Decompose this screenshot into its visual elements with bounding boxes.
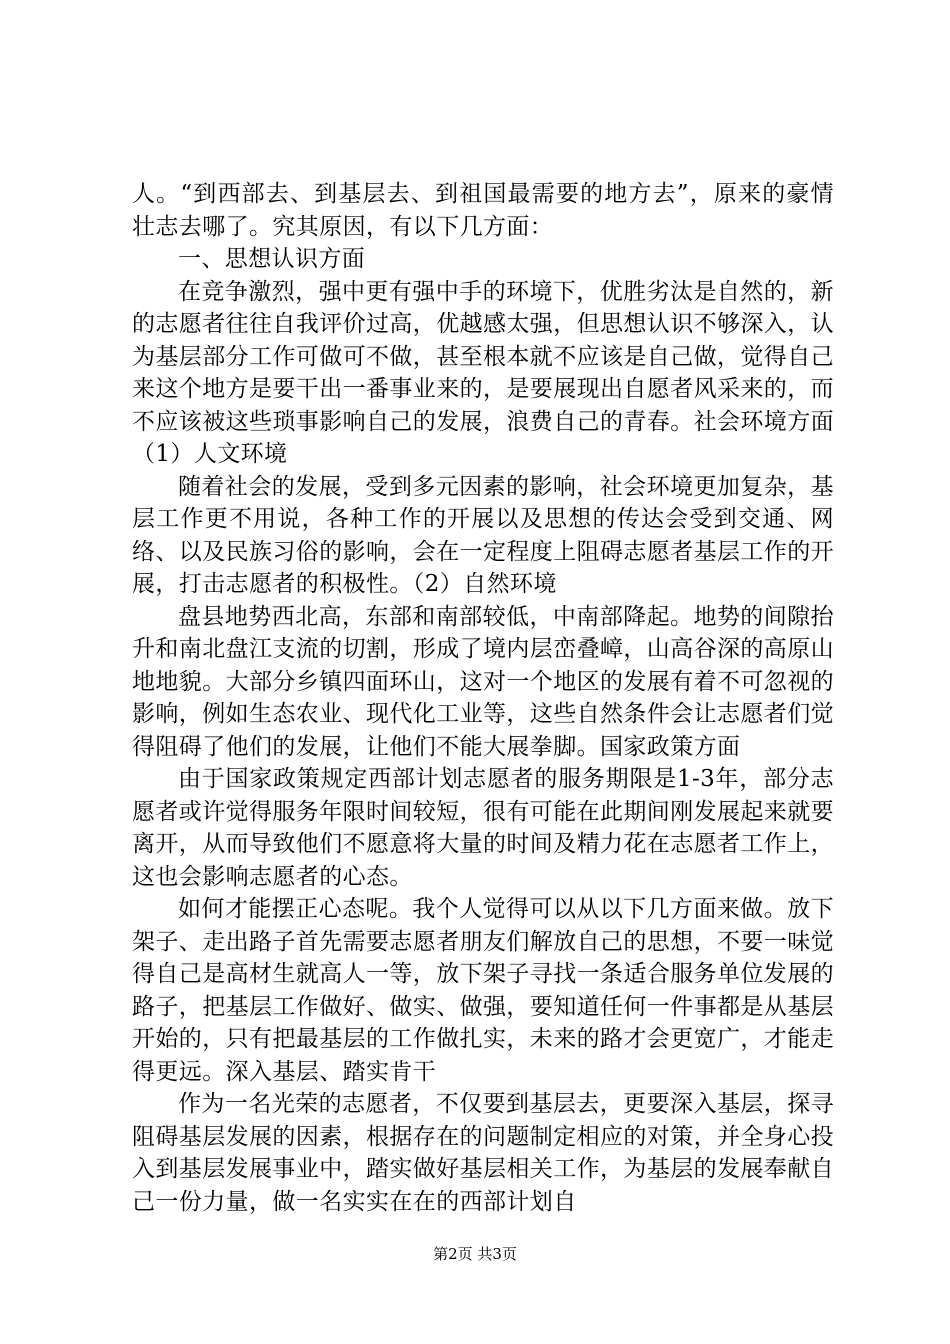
paragraph-attitude: 如何才能摆正心态呢。我个人觉得可以从以下几方面来做。放下架子、走出路子首先需要志愿者朋友们解放自己的思想，不要一味觉得自己是高材生就高人一等，放下架子寻找一条适合服务单位发展的路子，把基层工作做好、做实、做强，要知道任何一件事都是从基层开始的，只有把最基层的工作做扎实，未来的路才会更宽广，才能走得更远。深入基层、踏实肯干 <box>132 896 834 1085</box>
paragraph-continuation: 人。“到西部去、到基层去、到祖国最需要的地方去”，原来的豪情壮志去哪了。究其原因，有以下几方面： <box>132 181 834 240</box>
document-body <box>132 178 834 1218</box>
paragraph-social-environment: 随着社会的发展，受到多元因素的影响，社会环境更加复杂，基层工作更不用说，各种工作的开展以及思想的传达会受到交通、网络、以及民族习俗的影响，会在一定程度上阻碍志愿者基层工作的开展，打击志愿者的积极性。（2）自然环境 <box>132 473 834 597</box>
paragraph-policy: 由于国家政策规定西部计划志愿者的服务期限是1-3年，部分志愿者或许觉得服务年限时间较短，很有可能在此期间刚发展起来就要离开，从而导致他们不愿意将大量的时间及精力花在志愿者工作上，这也会影响志愿者的心态。 <box>132 766 834 890</box>
paragraph-natural-environment: 盘县地势西北高，东部和南部较低，中南部降起。地势的间隙抬升和南北盘江支流的切割，形成了境内层峦叠嶂，山高谷深的高原山地地貌。大部分乡镇四面环山，这对一个地区的发展有着不可忽视的影响，例如生态农业、现代化工业等，这些自然条件会让志愿者们觉得阻碍了他们的发展，让他们不能大展拳脚。国家政策方面 <box>132 603 834 760</box>
paragraph-thought: 在竞争激烈，强中更有强中手的环境下，优胜劣汰是自然的，新的志愿者往往自我评价过高，优越感太强，但思想认识不够深入，认为基层部分工作可做可不做，甚至根本就不应该是自己做，觉得自己来这个地方是要干出一番事业来的，是要展现出自愿者风采来的，而不应该被这些琐事影响自己的发展，浪费自己的青春。社会环境方面（1）人文环境 <box>132 278 834 467</box>
page-number-footer: 第2页 共3页 <box>433 1245 517 1263</box>
paragraph-grassroots: 作为一名光荣的志愿者，不仅要到基层去，更要深入基层，探寻阻碍基层发展的因素，根据存在的问题制定相应的对策，并全身心投入到基层发展事业中，踏实做好基层相关工作，为基层的发展奉献自己一份力量，做一名实实在在的西部计划自 <box>132 1091 834 1215</box>
section-heading-thought: 一、思想认识方面 <box>178 246 366 272</box>
